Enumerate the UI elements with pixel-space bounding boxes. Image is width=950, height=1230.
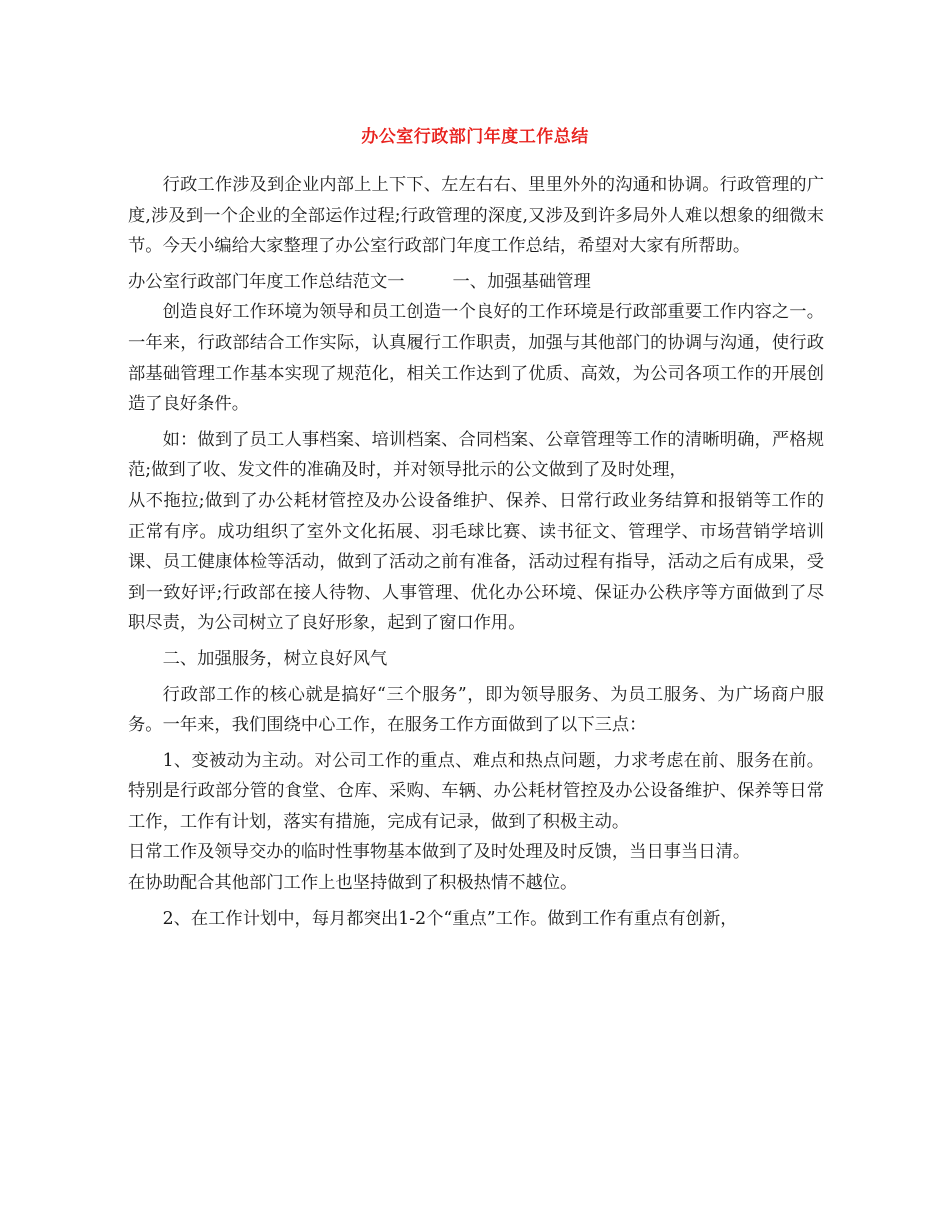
document-title: 办公室行政部门年度工作总结 (361, 127, 589, 147)
section-1-heading: 一、加强基础管理 (452, 271, 591, 292)
paragraph-examples: 如：做到了员工人事档案、培训档案、合同档案、公章管理等工作的清晰明确，严格规范;做到了收、发文件的准确及时，并对领导批示的公文做到了及时处理， (128, 429, 824, 481)
paragraph-point-1-continued: 日常工作及领导交办的临时性事物基本做到了及时处理及时反馈，当日事当日清。 (128, 842, 751, 863)
paragraph-point-1-end: 在协助配合其他部门工作上也坚持做到了积极热情不越位。 (128, 873, 578, 894)
paragraph-basic-management: 创造良好工作环境为领导和员工创造一个良好的工作环境是行政部重要工作内容之一。一年来，行政部结合工作实际，认真履行工作职责，加强与其他部门的协调与沟通，使行政部基础管理工作基本实现了规范化，相关工作达到了优质、高效，为公司各项工作的开展创造了良好条件。 (128, 302, 824, 415)
section-2-heading: 二、加强服务，树立良好风气 (162, 648, 388, 669)
paragraph-point-2: 2、在工作计划中，每月都突出1-2个“重点”工作。做到工作有重点有创新， (162, 908, 738, 929)
paragraph-point-1: 1、变被动为主动。对公司工作的重点、难点和热点问题，力求考虑在前、服务在前。特别是行政部分管的食堂、仓库、采购、车辆、办公耗材管控及办公设备维护、保养等日常工作，工作有计划，落实有措施，完成有记录，做到了积极主动。 (128, 750, 824, 832)
paragraph-examples-continued: 从不拖拉;做到了办公耗材管控及办公设备维护、保养、日常行政业务结算和报销等工作的正常有序。成功组织了室外文化拓展、羽毛球比赛、读书征文、管理学、市场营销学培训课、员工健康体检等活动，做到了活动之前有准备，活动过程有指导，活动之后有成果，受到一致好评;行政部在接人待物、人事管理、优化办公环境、保证办公秩序等方面做到了尽职尽责，为公司树立了良好形象，起到了窗口作用。 (128, 490, 824, 634)
paragraph-three-services: 行政部工作的核心就是搞好“三个服务”，即为领导服务、为员工服务、为广场商户服务。一年来，我们围绕中心工作，在服务工作方面做到了以下三点： (128, 684, 824, 736)
document-body (128, 170, 824, 939)
intro-paragraph: 行政工作涉及到企业内部上上下下、左左右右、里里外外的沟通和协调。行政管理的广度,涉及到一个企业的全部运作过程;行政管理的深度,又涉及到许多局外人难以想象的细微末节。今天小编给大家整理了办公室行政部门年度工作总结，希望对大家有所帮助。 (128, 175, 824, 257)
sample-title: 办公室行政部门年度工作总结范文一 (128, 271, 405, 292)
sample-heading-line (128, 267, 824, 298)
